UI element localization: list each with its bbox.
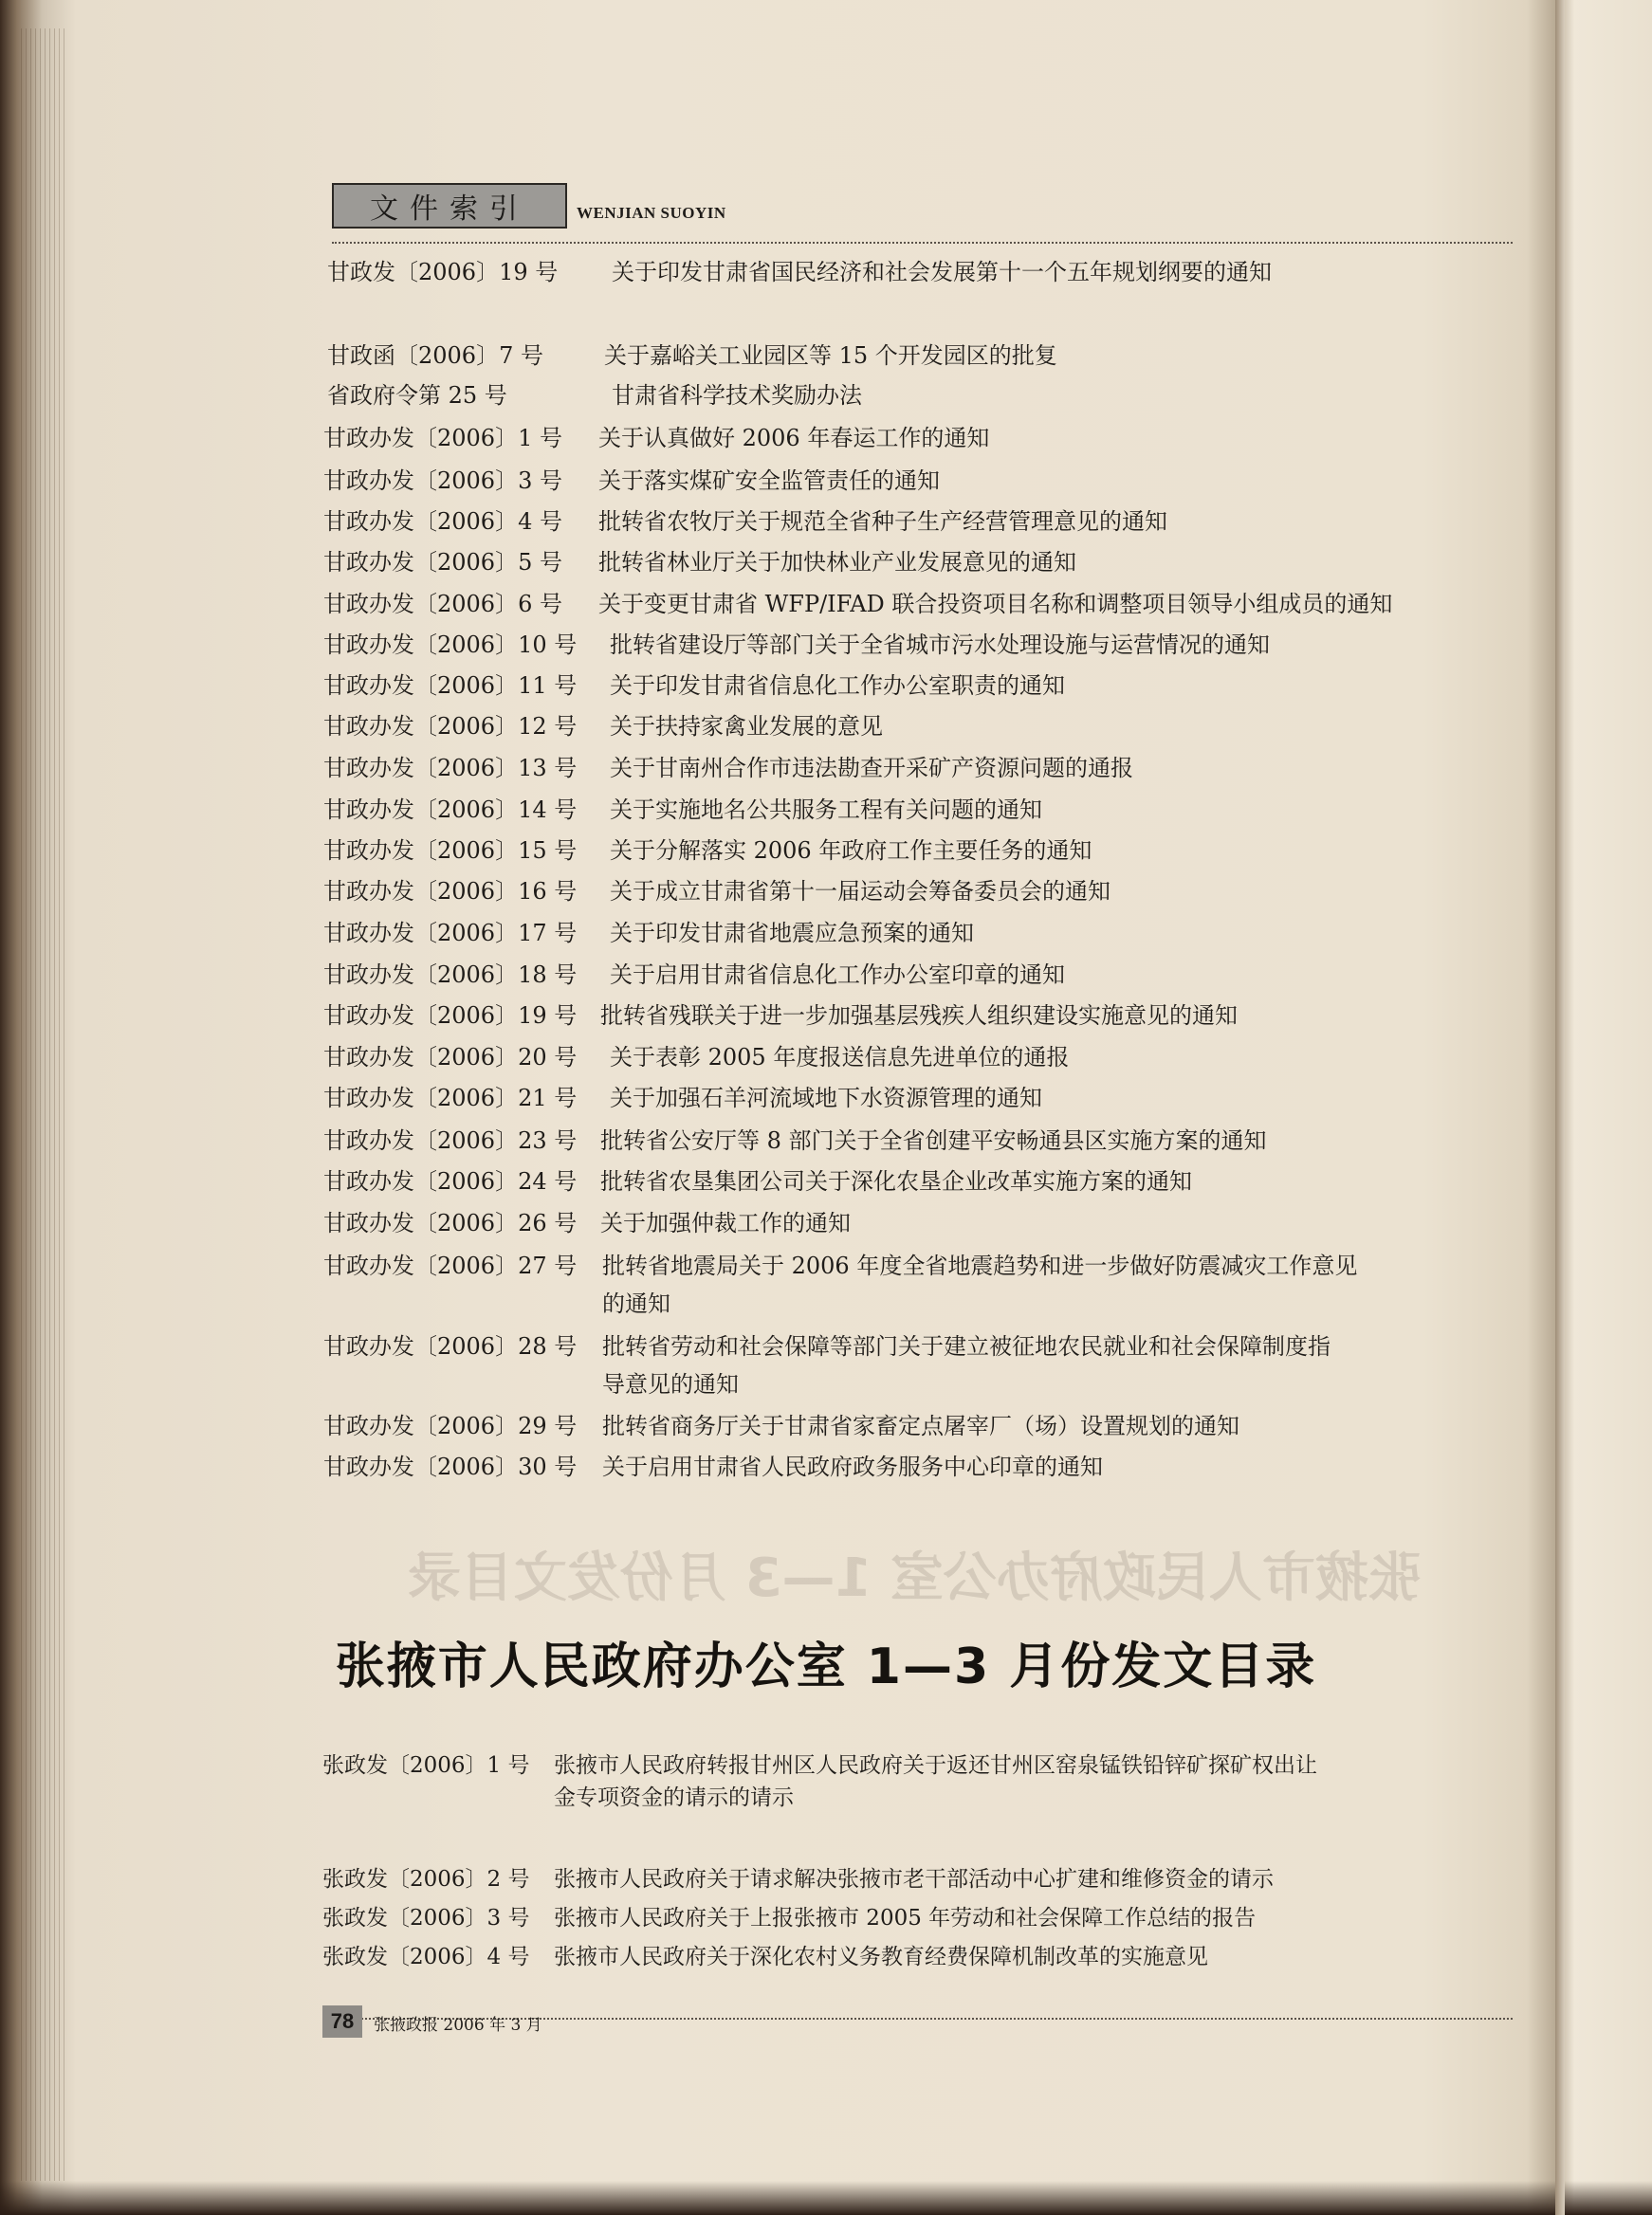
document-number: 省政府令第 25 号 (327, 382, 507, 409)
document-title: 关于认真做好 2006 年春运工作的通知 (598, 425, 990, 451)
document-title-continued: 金专项资金的请示的请示 (554, 1785, 794, 1810)
document-number: 甘政办发〔2006〕18 号 (323, 961, 578, 988)
document-title: 关于甘南州合作市违法勘查开采矿产资源问题的通报 (610, 755, 1133, 781)
bleed-through-text: 张掖市人民政府办公室 1—3 月份发文目录 (408, 1547, 1422, 1609)
document-number: 张政发〔2006〕4 号 (322, 1945, 530, 1969)
document-title: 关于表彰 2005 年度报送信息先进单位的通报 (610, 1044, 1070, 1071)
book-spine-shadow (1555, 0, 1565, 2215)
document-number: 甘政办发〔2006〕4 号 (323, 508, 562, 535)
document-title: 批转省林业厅关于加快林业产业发展意见的通知 (598, 549, 1076, 576)
document-number: 甘政办发〔2006〕26 号 (323, 1210, 578, 1236)
document-title: 关于落实煤矿安全监管责任的通知 (598, 467, 940, 494)
document-title: 批转省残联关于进一步加强基层残疾人组织建设实施意见的通知 (600, 1002, 1238, 1029)
document-title: 关于加强仲裁工作的通知 (600, 1210, 851, 1236)
document-title: 批转省农牧厅关于规范全省种子生产经营管理意见的通知 (598, 508, 1167, 535)
document-number: 甘政办发〔2006〕17 号 (323, 920, 578, 946)
document-title: 批转省商务厅关于甘肃省家畜定点屠宰厂（场）设置规划的通知 (602, 1413, 1239, 1439)
page-edge-gutter (21, 28, 68, 2181)
document-title: 关于印发甘肃省信息化工作办公室职责的通知 (610, 672, 1065, 699)
document-number: 甘政办发〔2006〕30 号 (323, 1454, 578, 1480)
document-title: 批转省公安厅等 8 部门关于全省创建平安畅通县区实施方案的通知 (600, 1127, 1267, 1154)
section-romanization: WENJIAN SUOYIN (577, 204, 726, 222)
document-title: 批转省劳动和社会保障等部门关于建立被征地农民就业和社会保障制度指 (602, 1333, 1331, 1360)
section-tab-label: 文件索引 (370, 192, 529, 226)
document-number: 甘政办发〔2006〕6 号 (323, 591, 562, 617)
document-number: 甘政办发〔2006〕20 号 (323, 1044, 578, 1071)
document-title: 关于分解落实 2006 年政府工作主要任务的通知 (610, 837, 1092, 864)
document-number: 甘政办发〔2006〕13 号 (323, 755, 578, 781)
document-number: 甘政办发〔2006〕5 号 (323, 549, 562, 576)
document-title: 关于启用甘肃省人民政府政务服务中心印章的通知 (602, 1454, 1103, 1480)
document-number: 甘政办发〔2006〕10 号 (323, 632, 578, 658)
document-title: 张掖市人民政府关于上报张掖市 2005 年劳动和社会保障工作总结的报告 (554, 1906, 1257, 1931)
document-number: 甘政办发〔2006〕11 号 (323, 672, 578, 699)
document-number: 甘政办发〔2006〕3 号 (323, 467, 562, 494)
document-title: 甘肃省科学技术奖励办法 (612, 382, 862, 409)
document-title: 张掖市人民政府转报甘州区人民政府关于返还甘州区窑泉锰铁铅锌矿探矿权出让 (554, 1753, 1317, 1778)
document-number: 甘政办发〔2006〕27 号 (323, 1253, 578, 1279)
document-number: 甘政办发〔2006〕1 号 (323, 425, 562, 451)
document-number: 甘政办发〔2006〕23 号 (323, 1127, 578, 1154)
document-number: 甘政办发〔2006〕29 号 (323, 1413, 578, 1439)
document-number: 甘政办发〔2006〕16 号 (323, 878, 578, 905)
document-title: 批转省农垦集团公司关于深化农垦企业改革实施方案的通知 (600, 1168, 1192, 1195)
document-number: 张政发〔2006〕3 号 (322, 1906, 530, 1931)
page-footer (322, 2005, 1508, 2043)
document-number: 甘政发〔2006〕19 号 (327, 259, 559, 285)
document-number: 甘政函〔2006〕7 号 (327, 342, 543, 369)
footer-publication: 张掖政报 2006 年 3 月 (374, 2016, 542, 2035)
document-title: 张掖市人民政府关于请求解决张掖市老干部活动中心扩建和维修资金的请示 (554, 1867, 1274, 1892)
document-title: 关于印发甘肃省地震应急预案的通知 (610, 920, 974, 946)
document-title: 关于加强石羊河流域地下水资源管理的通知 (610, 1085, 1042, 1111)
document-title-continued: 的通知 (602, 1291, 670, 1317)
document-number: 甘政办发〔2006〕28 号 (323, 1333, 578, 1360)
document-title: 关于变更甘肃省 WFP/IFAD 联合投资项目名称和调整项目领导小组成员的通知 (598, 591, 1393, 617)
document-number: 甘政办发〔2006〕19 号 (323, 1002, 578, 1029)
document-title: 张掖市人民政府关于深化农村义务教育经费保障机制改革的实施意见 (554, 1945, 1208, 1969)
section-title: 张掖市人民政府办公室 1—3 月份发文目录 (335, 1638, 1317, 1695)
document-number: 张政发〔2006〕1 号 (322, 1753, 530, 1778)
document-title-continued: 导意见的通知 (602, 1371, 739, 1398)
document-title: 批转省地震局关于 2006 年度全省地震趋势和进一步做好防震减灾工作意见 (602, 1253, 1358, 1279)
section-tab (332, 183, 567, 229)
document-title: 关于嘉峪关工业园区等 15 个开发园区的批复 (604, 342, 1057, 369)
header-rule (332, 242, 1513, 244)
document-title: 关于扶持家禽业发展的意见 (610, 713, 883, 740)
document-number: 张政发〔2006〕2 号 (322, 1867, 530, 1892)
section-header (332, 183, 1517, 240)
document-number: 甘政办发〔2006〕21 号 (323, 1085, 578, 1111)
page-number: 78 (322, 2005, 362, 2038)
document-number: 甘政办发〔2006〕15 号 (323, 837, 578, 864)
document-number: 甘政办发〔2006〕12 号 (323, 713, 578, 740)
document-title: 关于印发甘肃省国民经济和社会发展第十一个五年规划纲要的通知 (612, 259, 1272, 285)
document-title: 关于启用甘肃省信息化工作办公室印章的通知 (610, 961, 1065, 988)
document-title: 关于实施地名公共服务工程有关问题的通知 (610, 796, 1042, 823)
document-title: 批转省建设厅等部门关于全省城市污水处理设施与运营情况的通知 (610, 632, 1270, 658)
document-number: 甘政办发〔2006〕14 号 (323, 796, 578, 823)
document-number: 甘政办发〔2006〕24 号 (323, 1168, 578, 1195)
document-title: 关于成立甘肃省第十一届运动会筹备委员会的通知 (610, 878, 1111, 905)
